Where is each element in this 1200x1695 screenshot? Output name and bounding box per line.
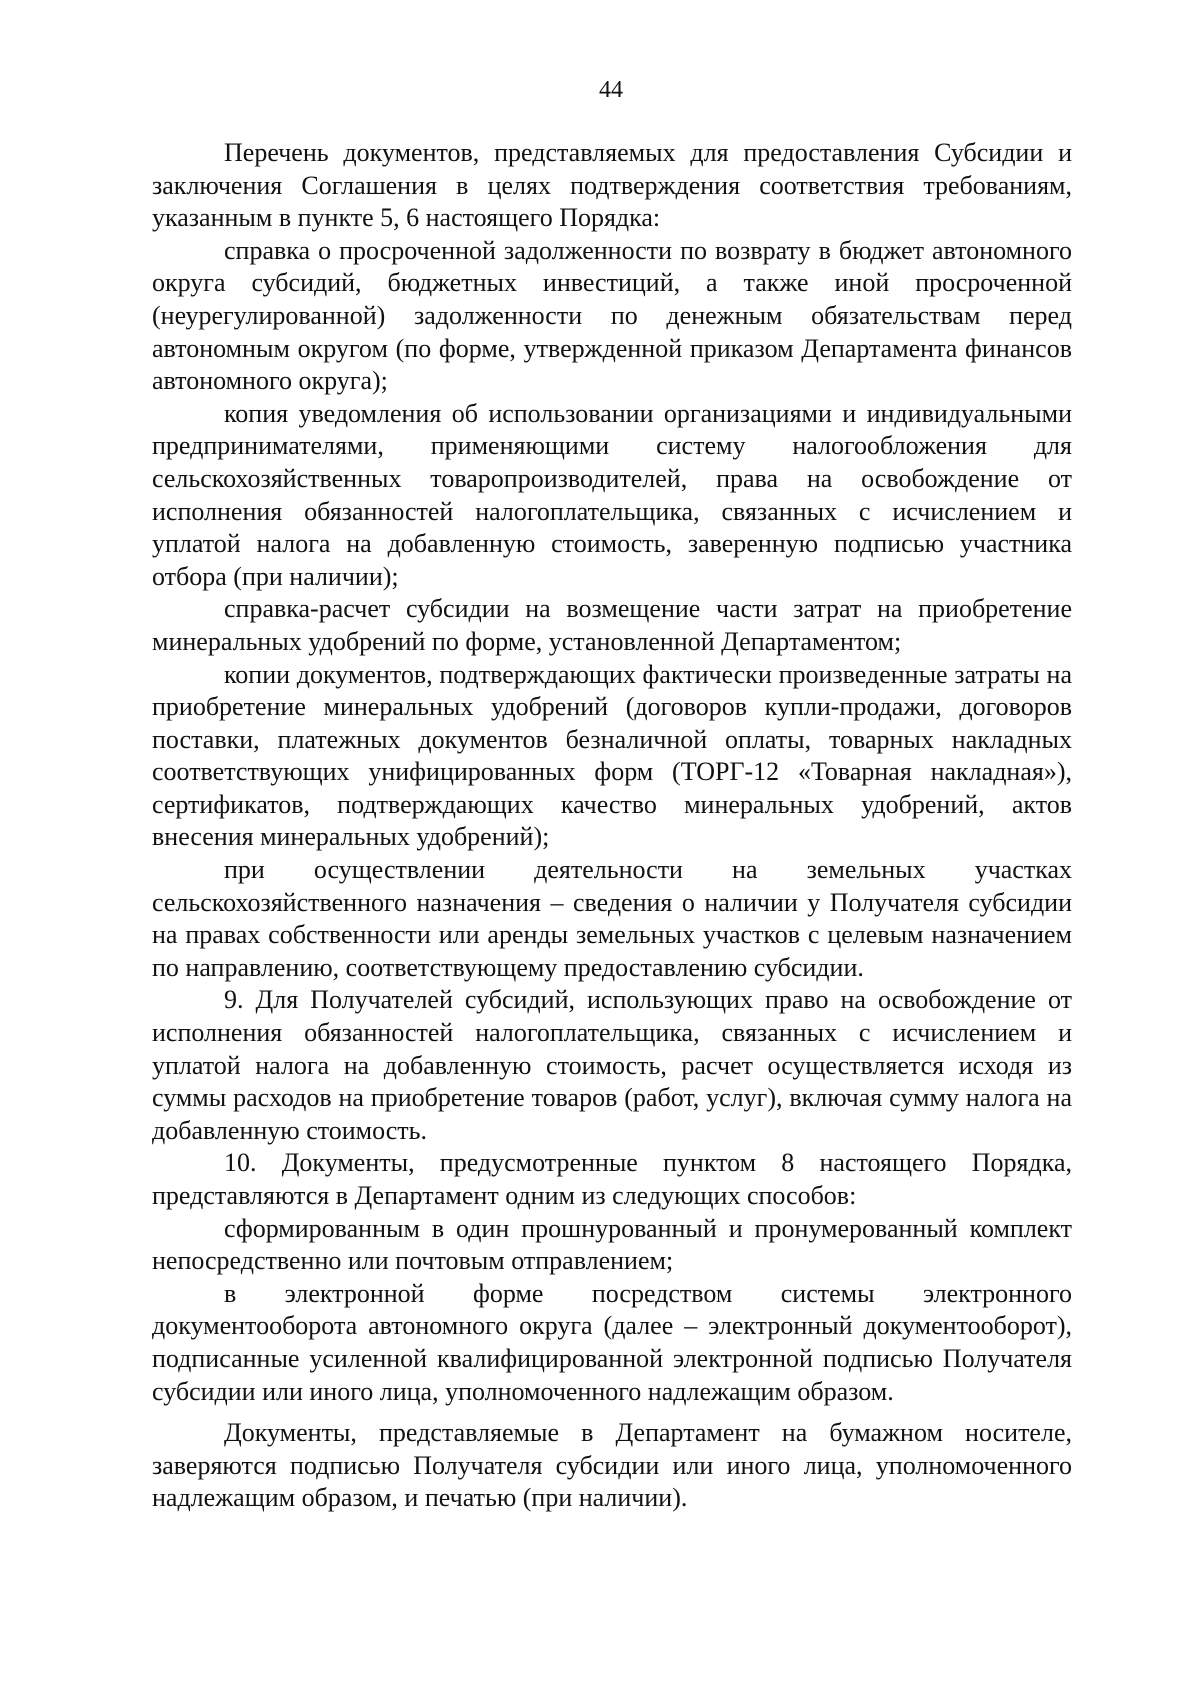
paragraph-expense-documents: копии документов, подтверждающих фактически произведенные затраты на приобретение минеральных удобрений (договоров купли-продажи, договоров поставки, платежных документов безналичной оплаты, товарных накладных соответствующих унифицированных форм (ТОРГ-12 «Товарная накладная»), сертификатов, подтверждающих качество минеральных удобрений, актов внесения минеральных удобрений); bbox=[152, 659, 1072, 852]
paragraph-electronic-submission: в электронной форме посредством системы электронного документооборота автономного округа (далее – электронный документооборот), подписанные усиленной квалифицированной электронной подписью Получателя субсидии или иного лица, уполномоченного надлежащим образом. bbox=[152, 1278, 1072, 1406]
paragraph-land-plots-info: при осуществлении деятельности на земельных участках сельскохозяйственного назначения – сведения о наличии у Получателя субсидии на правах собственности или аренды земельных участков с целевым назначением по направлению, соответствующему предоставлению субсидии. bbox=[152, 855, 1072, 982]
page-number: 44 bbox=[599, 77, 623, 103]
paragraph-item-9: 9. Для Получателей субсидий, использующих право на освобождение от исполнения обязанностей налогоплательщика, связанных с исчислением и уплатой налога на добавленную стоимость, расчет осуществляется исходя из суммы расходов на приобретение товаров (работ, услуг), включая сумму налога на добавленную стоимость. bbox=[152, 985, 1072, 1145]
paragraph-vat-exemption-notice: копия уведомления об использовании организациями и индивидуальными предпринимателями, применяющими систему налогообложения для сельскохозяйственных товаропроизводителей, права на освобождение от исполнения обязанностей налогоплательщика, связанных с исчислением и уплатой налога на добавленную стоимость, заверенную подписью участника отбора (при наличии); bbox=[152, 398, 1072, 591]
paragraph-paper-certification: Документы, представляемые в Департамент на бумажном носителе, заверяются подписью Получателя субсидии или иного лица, уполномоченного надлежащим образом, и печатью (при наличии). bbox=[152, 1418, 1072, 1513]
document-body bbox=[152, 137, 1072, 1515]
paragraph-item-10: 10. Документы, предусмотренные пунктом 8 настоящего Порядка, представляются в Департамент одним из следующих способов: bbox=[152, 1148, 1072, 1210]
paragraph-paper-submission: сформированным в один прошнурованный и пронумерованный комплект непосредственно или почтовым отправлением; bbox=[152, 1213, 1072, 1276]
paragraph-debt-certificate: справка о просроченной задолженности по возврату в бюджет автономного округа субсидий, бюджетных инвестиций, а также иной просроченной (неурегулированной) задолженности по денежным обязательствам перед автономным округом (по форме, утвержденной приказом Департамента финансов автономного округа); bbox=[152, 235, 1072, 396]
paragraph-documents-list-intro: Перечень документов, представляемых для предоставления Субсидии и заключения Соглашения в целях подтверждения соответствия требованиям, указанным в пункте 5, 6 настоящего Порядка: bbox=[152, 138, 1072, 233]
paragraph-subsidy-calculation: справка-расчет субсидии на возмещение части затрат на приобретение минеральных удобрений по форме, установленной Департаментом; bbox=[152, 594, 1072, 656]
